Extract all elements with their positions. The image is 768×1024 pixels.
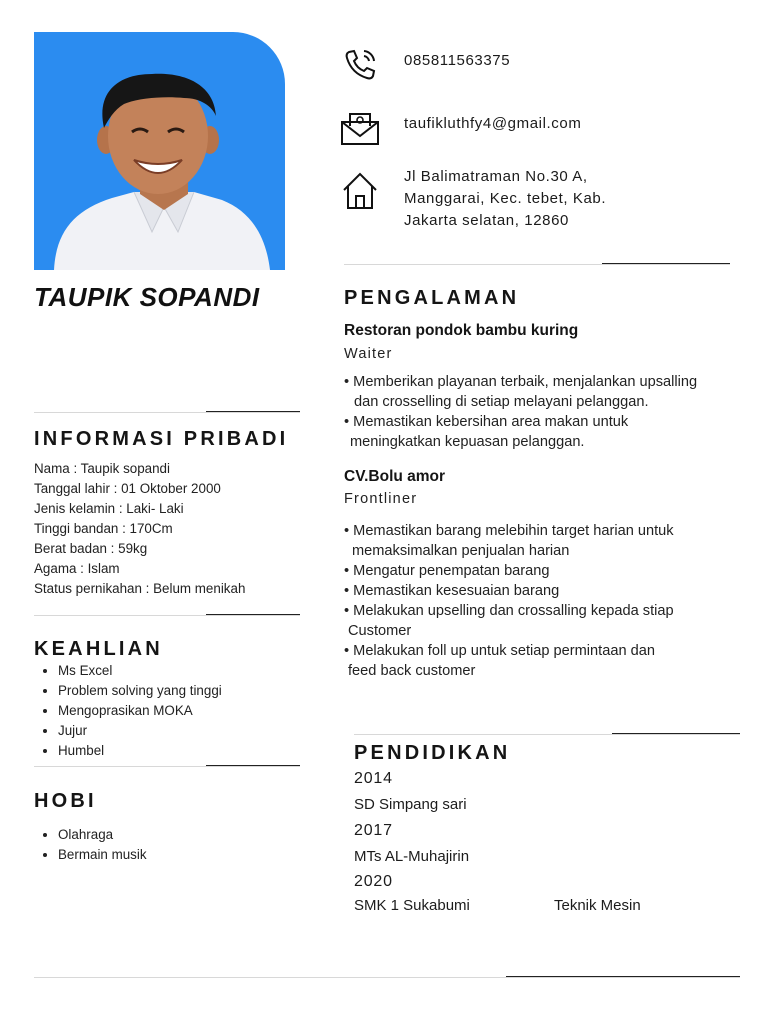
skills-title: KEAHLIAN	[34, 638, 163, 660]
duty-line: • Memberikan playanan terbaik, menjalankan upsalling	[344, 374, 698, 390]
experience-title: PENGALAMAN	[344, 287, 520, 309]
skill-item: • Ms Excel	[58, 661, 222, 681]
personal-info-list	[34, 459, 245, 599]
duty-line: feed back customer	[348, 663, 476, 679]
edu-school: SMK 1 Sukabumi	[354, 897, 470, 914]
job-company: Restoran pondok bambu kuring	[344, 322, 579, 339]
info-line: Tanggal lahir : 01 Oktober 2000	[34, 481, 221, 496]
duty-line: • Mengatur penempatan barang	[344, 563, 550, 579]
email-address: taufikluthfy4@gmail.com	[404, 115, 582, 132]
divider-accent	[206, 765, 300, 766]
duty-line: • Memastikan barang melebihin target harian untuk	[344, 523, 674, 539]
job-duties	[344, 372, 697, 452]
duty-line: • Melakukan foll up untuk setiap permintaan dan	[344, 643, 655, 659]
personal-info-title: INFORMASI PRIBADI	[34, 428, 289, 450]
address-line: Jakarta selatan, 12860	[404, 212, 569, 229]
address-line: Manggarai, Kec. tebet, Kab.	[404, 190, 607, 207]
info-line: Agama : Islam	[34, 561, 120, 576]
duty-line: Customer	[348, 623, 412, 639]
skill-item: • Mengoprasikan MOKA	[58, 701, 222, 721]
edu-year: 2020	[354, 873, 393, 890]
duty-line: • Memastikan kesesuaian barang	[344, 583, 560, 599]
divider-accent	[506, 976, 740, 977]
skills-list	[34, 661, 222, 761]
skill-item: • Problem solving yang tinggi	[58, 681, 222, 701]
duty-line: meningkatkan kepuasan pelanggan.	[350, 434, 585, 450]
edu-year: 2017	[354, 822, 393, 839]
job-role: Waiter	[344, 346, 393, 362]
hobby-item: • Olahraga	[58, 825, 147, 845]
duty-line: dan crosselling di setiap melayani pelanggan.	[354, 394, 649, 410]
phone-number: 085811563375	[404, 52, 511, 69]
mail-icon	[340, 108, 380, 148]
education-title: PENDIDIKAN	[354, 742, 511, 764]
address-line: Jl Balimatraman No.30 A,	[404, 168, 588, 185]
divider-accent	[206, 614, 300, 615]
skill-item: • Humbel	[58, 741, 222, 761]
duty-line: • Memastikan kebersihan area makan untuk	[344, 414, 629, 430]
person-portrait-illustration	[34, 32, 285, 270]
address	[404, 166, 606, 232]
info-line: Status pernikahan : Belum menikah	[34, 581, 246, 596]
info-line: Nama : Taupik sopandi	[34, 461, 170, 476]
info-line: Jenis kelamin : Laki- Laki	[34, 501, 184, 516]
hobbies-title: HOBI	[34, 790, 97, 812]
job-duties	[344, 521, 674, 681]
divider-accent	[206, 411, 300, 412]
edu-year: 2014	[354, 770, 393, 787]
home-icon	[340, 170, 380, 210]
hobby-item: • Bermain musik	[58, 845, 147, 865]
edu-school: MTs AL-Muhajirin	[354, 848, 470, 865]
edu-major: Teknik Mesin	[554, 897, 641, 914]
job-company: CV.Bolu amor	[344, 468, 446, 485]
skill-item: • Jujur	[58, 721, 222, 741]
duty-line: • Melakukan upselling dan crossalling kepada stiap	[344, 603, 674, 619]
divider-accent	[602, 263, 730, 264]
edu-school: SD Simpang sari	[354, 796, 467, 813]
info-line: Tinggi bandan : 170Cm	[34, 521, 173, 536]
info-line: Berat badan : 59kg	[34, 541, 148, 556]
duty-line: memaksimalkan penjualan harian	[352, 543, 570, 559]
hobbies-list	[34, 825, 147, 865]
phone-icon	[340, 44, 380, 84]
profile-photo	[34, 32, 285, 270]
full-name: TAUPIK SOPANDI	[34, 282, 260, 312]
job-role: Frontliner	[344, 491, 418, 507]
divider-accent	[612, 733, 740, 734]
